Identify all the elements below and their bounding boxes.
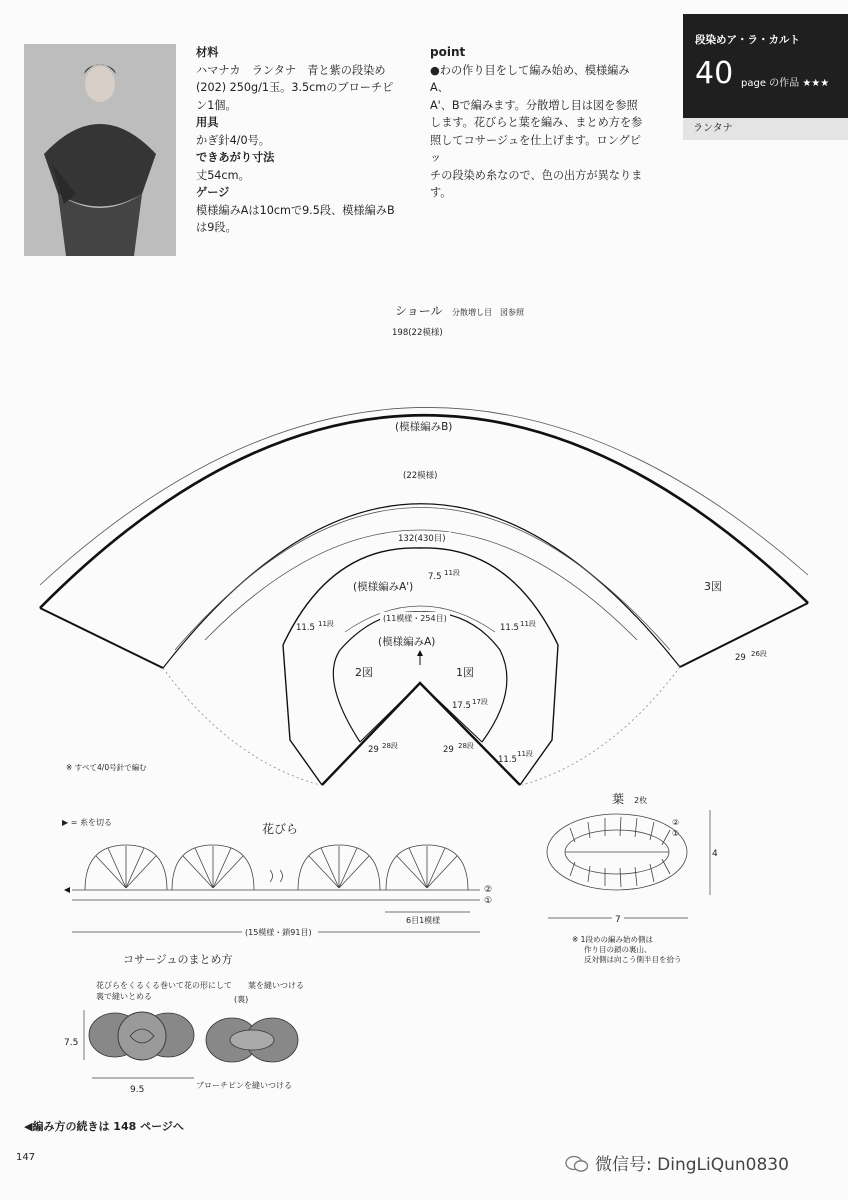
rows-11-a: 11段	[444, 569, 460, 577]
corsage-back	[206, 1018, 298, 1062]
corsage-flower	[118, 1012, 166, 1060]
point-line: 照してコサージュを仕上げます。ロングピッ	[430, 133, 641, 164]
value-29-right: 29	[443, 745, 454, 755]
materials-line: ハマナカ ランタナ 青と紫の段染め	[196, 63, 386, 77]
tools-text: かぎ針4/0号。	[196, 133, 270, 147]
leaf-dim-h: 4	[712, 849, 718, 859]
page-number: 147	[16, 1152, 36, 1163]
size-heading: できあがり寸法	[196, 151, 275, 164]
dim-top-label: 198(22模様)	[392, 328, 443, 338]
leaf-stitches-bottom	[570, 859, 670, 887]
value-17-5: 17.5	[452, 701, 471, 711]
value-11-5-bottom: 11.5	[498, 755, 517, 765]
wechat-text: 微信号: DingLiQun0830	[595, 1155, 789, 1175]
shawl-title: ショール	[395, 304, 443, 318]
rows-11-bottom: 11段	[517, 750, 533, 758]
corsage-ann-3: ブローチピンを縫いつける	[196, 1081, 292, 1090]
leaf-stitches-top	[570, 817, 670, 845]
point-line: チの段染め糸なので、色の出方が異なりま	[430, 168, 643, 182]
fig-3-label: 3図	[704, 580, 722, 593]
petal-stitches	[183, 846, 243, 888]
cut-yarn-marker	[64, 887, 70, 893]
value-7-5: 7.5	[428, 572, 442, 582]
petal-stitches	[397, 846, 457, 888]
dim-22-label: (22模様)	[403, 471, 438, 481]
point-line: ●わの作り目をして編み始め、模様編みA、	[430, 63, 630, 94]
rows-11-right: 11段	[520, 620, 536, 628]
corsage-dim-w: 9.5	[130, 1085, 145, 1095]
rows-17: 17段	[472, 698, 488, 706]
dim-top-arc	[40, 407, 808, 585]
corsage-title: コサージュのまとめ方	[123, 953, 233, 966]
leaf-note-1: ※ 1段めの編み始め側は	[572, 935, 653, 944]
corsage-dim-h: 7.5	[64, 1038, 79, 1048]
leaf-row-1: ①	[672, 829, 680, 838]
corsage-ann-2-tag: (裏)	[234, 995, 249, 1004]
yarn-label-text: ランタナ	[693, 123, 733, 134]
corsage-ann-1b: 裏で縫いとめる	[96, 992, 152, 1001]
value-29-fig3: 29	[735, 653, 746, 663]
materials-line: (202) 250g/1玉。3.5cmのブローチピ	[196, 81, 394, 94]
point-line: A'、Bで編みます。分散増し目は図を参照	[430, 98, 638, 112]
point-line: します。花びらと葉を編み、まとめ方を参	[430, 116, 643, 129]
leaf-row-2: ②	[672, 818, 680, 827]
corsage-front	[89, 1012, 194, 1060]
rows-26: 26段	[751, 650, 767, 658]
size-text: 丈54cm。	[196, 168, 250, 182]
value-11-5-right: 11.5	[500, 623, 519, 633]
shawl-outer-edge	[40, 415, 808, 608]
tab-title: 段染めア・ラ・カルト	[695, 34, 800, 46]
petal-legend: ▶ = 糸を切る	[62, 818, 112, 827]
dim-repeat-label: 6目1模様	[406, 916, 441, 925]
petal-break-mark	[270, 870, 283, 882]
pattern-a-prime-label: (模様編みA')	[353, 581, 414, 593]
corsage-ann-1a: 花びらをくるくる巻いて花の形にして	[96, 981, 232, 990]
point-heading: point	[430, 45, 466, 59]
dotted-link-left	[163, 668, 320, 785]
shawl-v-inner	[360, 683, 482, 742]
leaf-title: 葉	[612, 792, 625, 806]
tab-subtitle: page の作品 ★★★	[741, 78, 830, 89]
leaf-dim-w: 7	[615, 915, 621, 925]
wechat-icon	[565, 1154, 589, 1174]
materials-line: ン1個。	[196, 98, 237, 112]
petal-row-1: ①	[484, 896, 493, 906]
corsage-brooch-pin	[230, 1030, 274, 1050]
leaf-note-2: 作り目の鎖の裏山、	[584, 945, 652, 954]
shawl-left-edge	[40, 608, 163, 668]
corsage-ann-2: 葉を縫いつける	[248, 981, 304, 990]
petal-chart	[72, 845, 480, 900]
leaf-note-3: 反対側は向こう側半目を拾う	[584, 955, 682, 964]
tools-heading: 用具	[196, 116, 219, 129]
fig-1-label: 1図	[456, 666, 474, 679]
shawl-title-note: 分散増し目 図参照	[452, 308, 524, 317]
fig-2-label: 2図	[355, 666, 373, 679]
gauge-heading: ゲージ	[196, 186, 230, 199]
petal-title: 花びら	[262, 822, 299, 836]
dim-11-label: (11模様・254目)	[383, 614, 447, 623]
rows-11-left: 11段	[318, 620, 334, 628]
tab-number: 40	[695, 56, 734, 91]
point-line: す。	[430, 186, 452, 199]
rows-28-right: 28段	[458, 742, 474, 750]
dim-bottom-label: (15模様・鎖91目)	[245, 928, 312, 937]
leaf-count: 2枚	[634, 796, 648, 805]
value-29-left: 29	[368, 745, 379, 755]
dotted-link-right	[522, 667, 680, 785]
pattern-a-label: (模様編みA)	[378, 636, 436, 648]
petal-stitches	[96, 846, 156, 888]
continue-note: ◀編み方の続きは 148 ページへ	[24, 1120, 184, 1133]
petal-row-2: ②	[484, 885, 493, 895]
dim-132-label: 132(430目)	[398, 534, 446, 544]
shawl-v-start	[322, 683, 520, 785]
value-11-5-left: 11.5	[296, 623, 315, 633]
rows-28-left: 28段	[382, 742, 398, 750]
gauge-line: 模様編みAは10cmで9.5段、模様編みB	[196, 203, 395, 217]
gauge-line: は9段。	[196, 221, 237, 234]
pattern-b-label: (模様編みB)	[395, 421, 453, 433]
leaf-chart	[547, 814, 687, 890]
petal-stitches	[309, 846, 369, 888]
wechat-watermark	[565, 1150, 789, 1175]
arrow-up-head	[417, 650, 423, 656]
materials-heading: 材料	[196, 46, 219, 59]
note-needle: ※ すべて4/0号針で編む	[66, 763, 147, 772]
